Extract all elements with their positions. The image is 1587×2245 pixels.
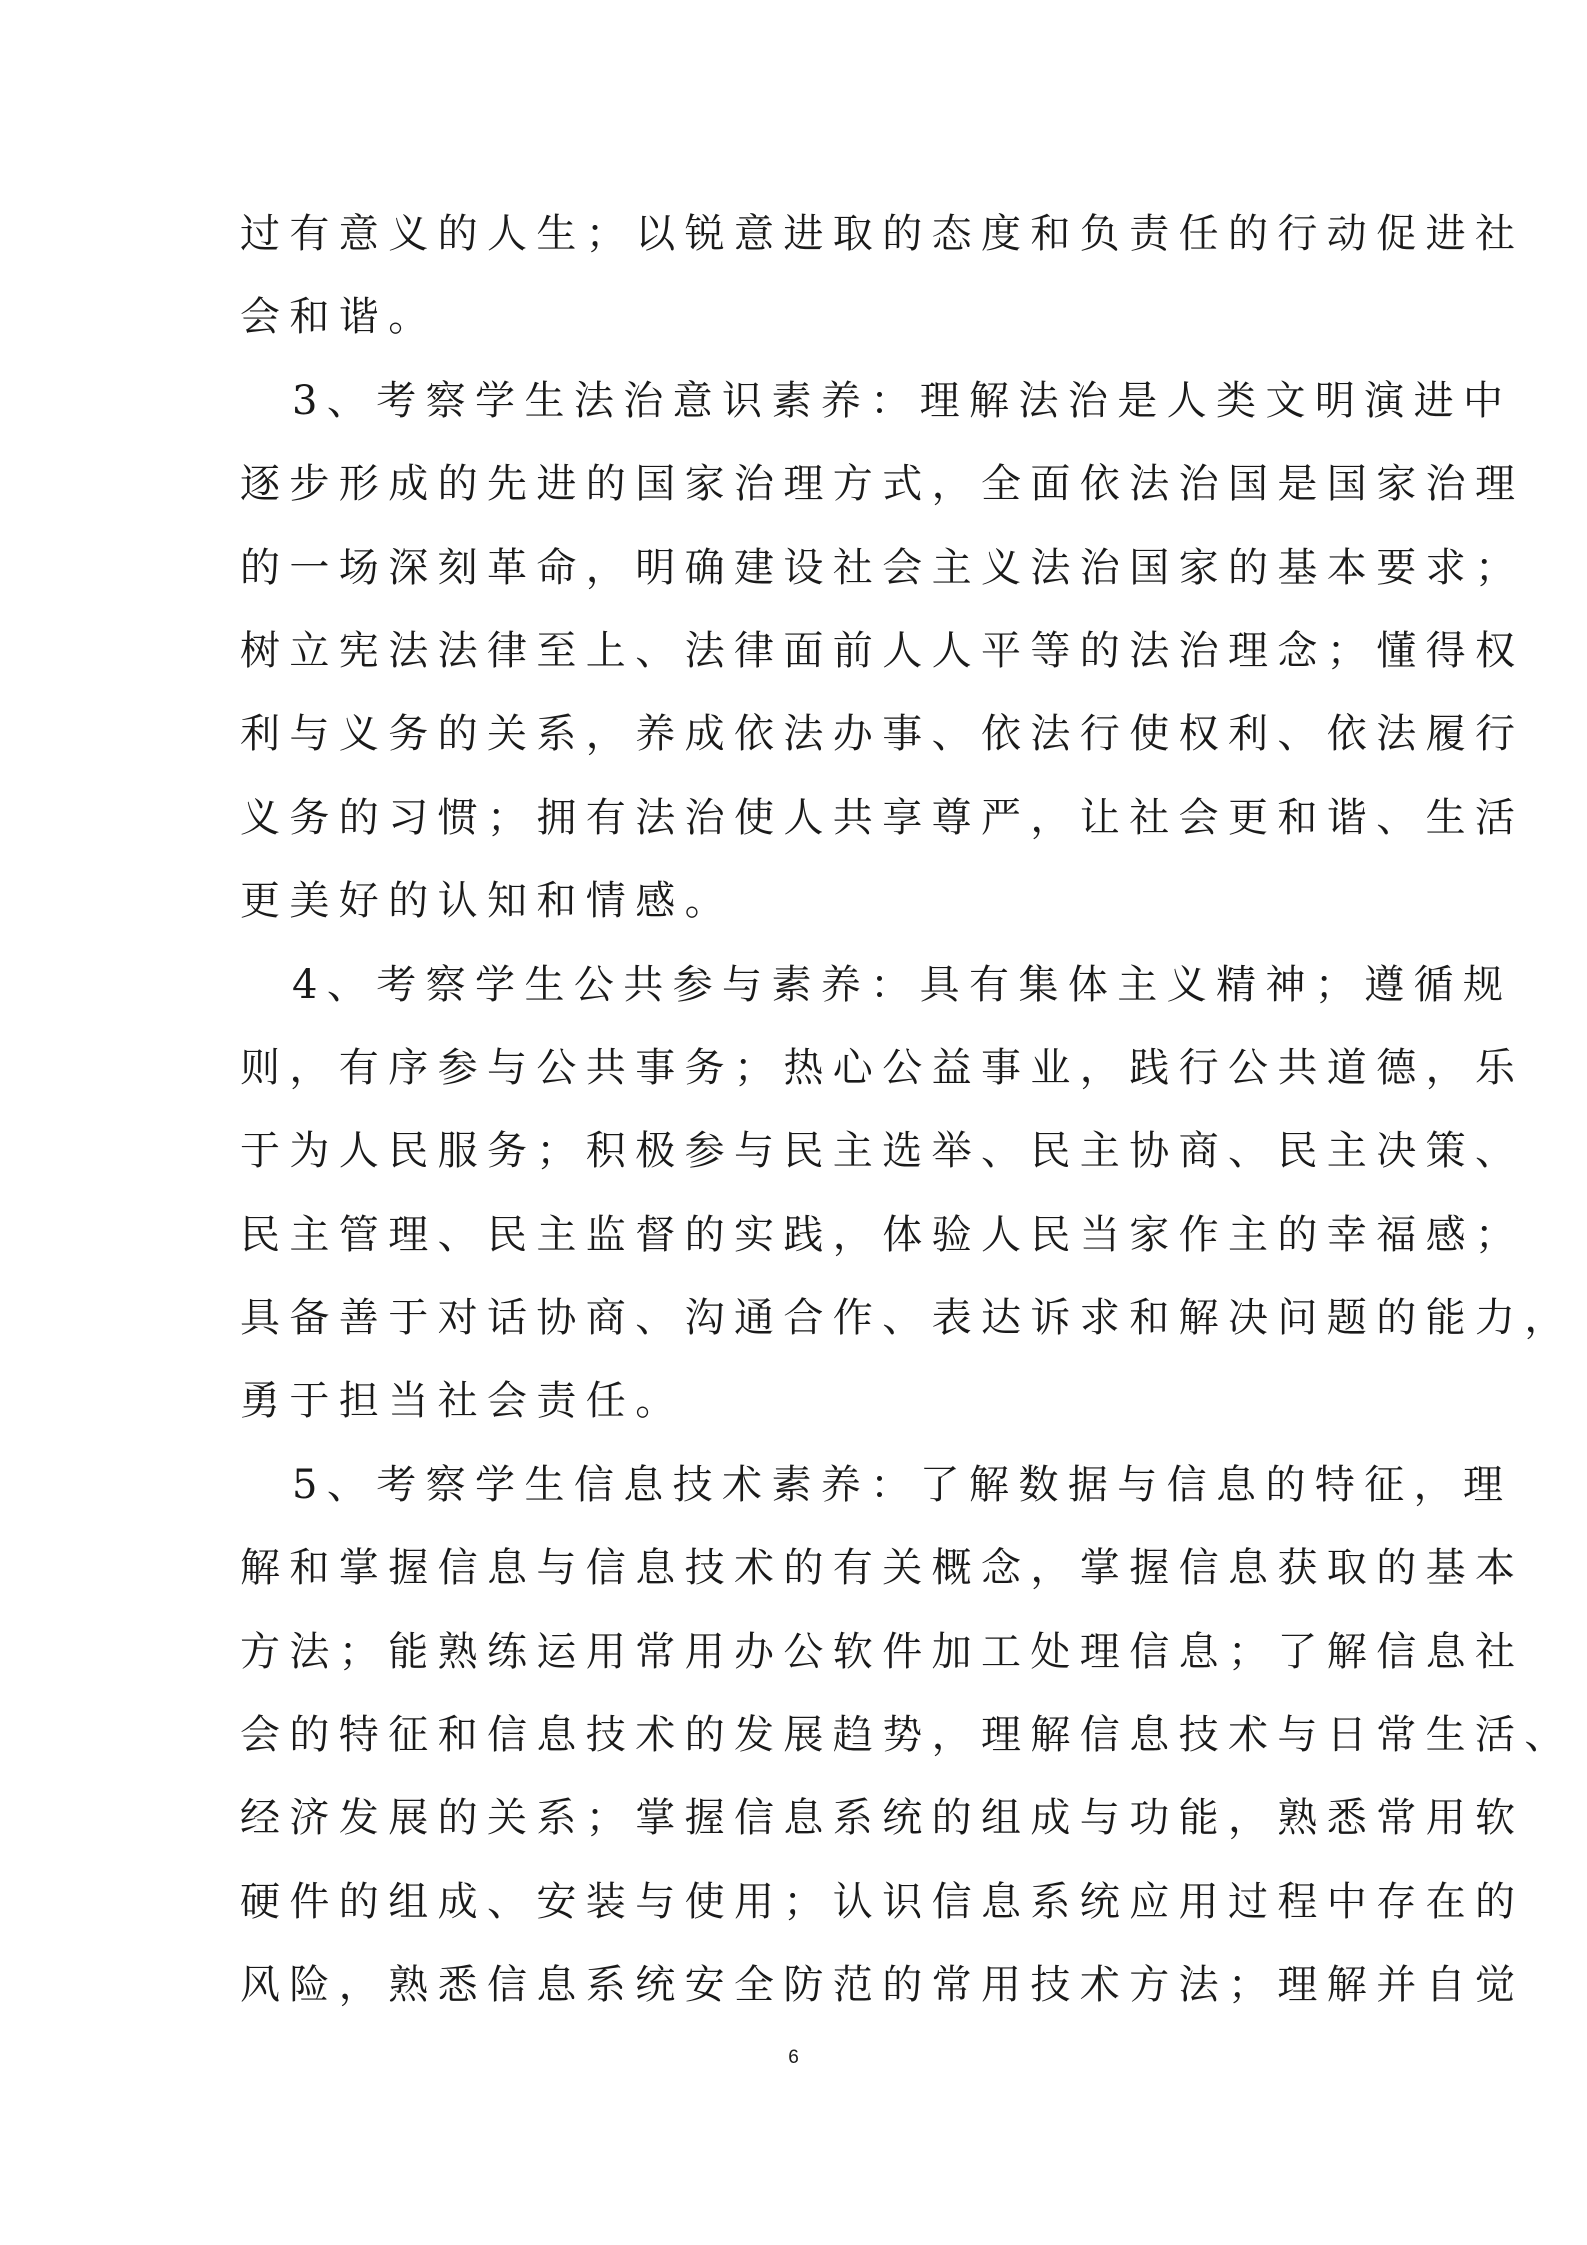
text-line-15: 勇于担当社会责任。 — [240, 1378, 685, 1425]
text-line-5: 的一场深刻革命，明确建设社会主义法治国家的基本要求； — [240, 544, 1525, 591]
text-line-2: 会和谐。 — [240, 294, 438, 341]
text-line-22: 风险，熟悉信息系统安全防范的常用技术方法；理解并自觉 — [240, 1962, 1525, 2009]
text-line-18: 方法；能熟练运用常用办公软件加工处理信息；了解信息社 — [240, 1628, 1525, 1675]
paragraph-3-first-line: 3、考察学生法治意识素养：理解法治是人类文明演进中 — [292, 377, 1513, 424]
text-line-6: 树立宪法法律至上、法律面前人人平等的法治理念；懂得权 — [240, 627, 1525, 674]
text-line-11: 则，有序参与公共事务；热心公益事业，践行公共道德，乐 — [240, 1044, 1525, 1091]
text-line-17: 解和掌握信息与信息技术的有关概念，掌握信息获取的基本 — [240, 1545, 1525, 1592]
page-number: 6 — [788, 2047, 799, 2068]
text-line-1: 过有意义的人生；以锐意进取的态度和负责任的行动促进社 — [240, 211, 1525, 257]
text-line-19: 会的特征和信息技术的发展趋势，理解信息技术与日常生活、 — [240, 1712, 1574, 1759]
paragraph-4-first-line: 4、考察学生公共参与素养：具有集体主义精神；遵循规 — [292, 961, 1513, 1008]
paragraph-5-first-line: 5、考察学生信息技术素养：了解数据与信息的特征，理 — [292, 1461, 1513, 1508]
text-line-4: 逐步形成的先进的国家治理方式，全面依法治国是国家治理 — [240, 461, 1525, 508]
text-line-8: 义务的习惯；拥有法治使人共享尊严，让社会更和谐、生活 — [240, 794, 1525, 841]
text-line-20: 经济发展的关系；掌握信息系统的组成与功能，熟悉常用软 — [240, 1795, 1525, 1842]
text-line-14: 具备善于对话协商、沟通合作、表达诉求和解决问题的能力， — [240, 1295, 1574, 1342]
text-line-9: 更美好的认知和情感。 — [240, 878, 734, 925]
body-text — [240, 193, 1574, 2028]
text-line-7: 利与义务的关系，养成依法办事、依法行使权利、依法履行 — [240, 711, 1525, 758]
text-line-13: 民主管理、民主监督的实践，体验人民当家作主的幸福感； — [240, 1211, 1525, 1258]
text-line-21: 硬件的组成、安装与使用；认识信息系统应用过程中存在的 — [240, 1878, 1525, 1925]
text-line-12: 于为人民服务；积极参与民主选举、民主协商、民主决策、 — [240, 1128, 1525, 1175]
